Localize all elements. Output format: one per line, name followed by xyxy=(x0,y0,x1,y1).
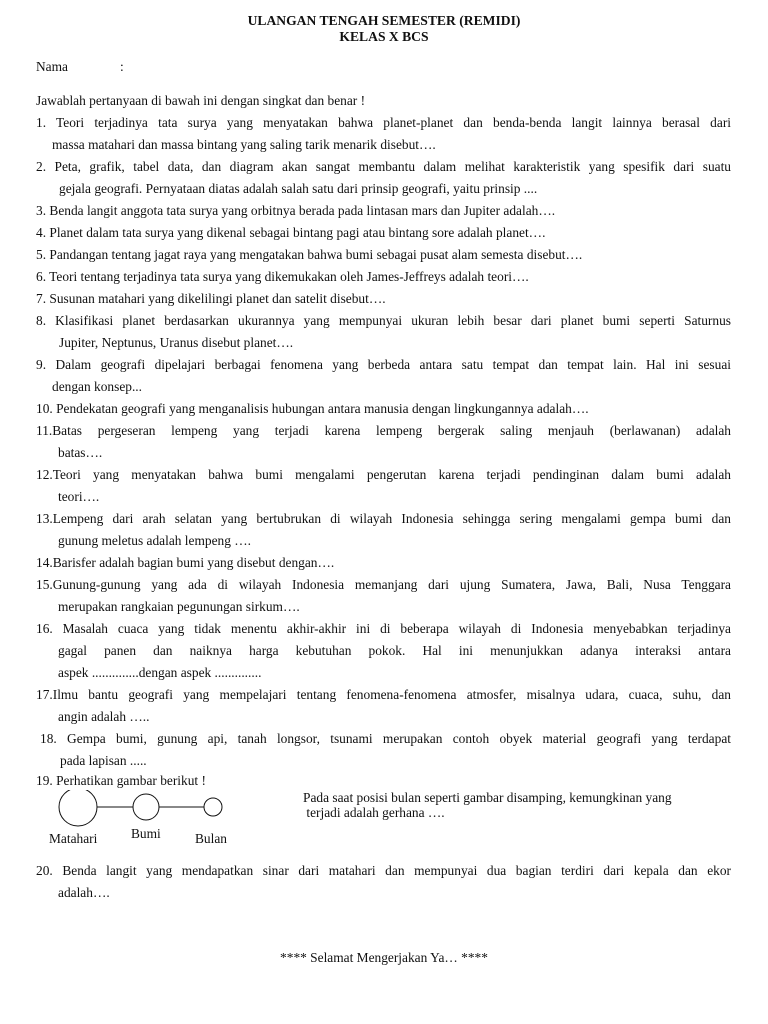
question-19-note-line-1: Pada saat posisi bulan seperti gambar disamping, kemungkinan yang xyxy=(303,790,672,805)
name-label: Nama xyxy=(36,59,68,74)
question-13-line-1: 13.Lempeng dari arah selatan yang bertubrukan di wilayah Indonesia sehingga sering mengalami gempa bumi dan xyxy=(36,511,731,526)
sun-circle xyxy=(59,790,97,826)
question-15-line-1: 15.Gunung-gunung yang ada di wilayah Indonesia memanjang dari ujung Sumatera, Jawa, Bali, Nusa Tenggara xyxy=(36,577,731,592)
question-1-line-1: 1. Teori terjadinya tata surya yang menyatakan bahwa planet-planet dan benda-benda langit lainnya berasal dari xyxy=(36,115,731,130)
question-6 xyxy=(36,266,731,288)
question-11-line-1: 11.Batas pergeseran lempeng yang terjadi karena lempeng bergerak saling menjauh (berlawanan) adalah xyxy=(36,423,731,438)
question-8-line-2: Jupiter, Neptunus, Uranus disebut planet…. xyxy=(59,335,294,350)
question-20 xyxy=(36,860,731,904)
question-15-line-2: merupakan rangkaian pegunungan sirkum…. xyxy=(58,599,300,614)
question-17-line-1: 17.Ilmu bantu geografi yang mempelajari tentang fenomena-fenomena atmosfer, misalnya udara, cuaca, suhu, dan xyxy=(36,687,731,702)
moon-circle xyxy=(204,798,222,816)
question-4-line-1: 4. Planet dalam tata surya yang dikenal sebagai bintang pagi atau bintang sore adalah planet…. xyxy=(36,225,546,240)
question-9-line-2: dengan konsep... xyxy=(52,379,142,394)
question-5 xyxy=(36,244,731,266)
exam-title: ULANGAN TENGAH SEMESTER (REMIDI) xyxy=(247,13,521,28)
question-19-line-1: 19. Perhatikan gambar berikut ! xyxy=(36,773,206,788)
question-8-line-1: 8. Klasifikasi planet berdasarkan ukurannya yang mempunyai ukuran lebih besar dari planet bumi seperti Saturnus xyxy=(36,313,731,328)
instruction: Jawablah pertanyaan di bawah ini dengan singkat dan benar ! xyxy=(36,93,366,108)
question-1 xyxy=(36,112,731,156)
question-4 xyxy=(36,222,731,244)
question-2-line-2: gejala geografi. Pernyataan diatas adalah salah satu dari prinsip geografi, yaitu prinsip .... xyxy=(59,181,538,196)
question-2-line-1: 2. Peta, grafik, tabel data, dan diagram akan sangat membantu dalam melihat karakteristik yang spesifik dari suatu xyxy=(36,159,731,174)
question-13 xyxy=(36,508,731,552)
question-16 xyxy=(36,618,731,684)
question-3-line-1: 3. Benda langit anggota tata surya yang orbitnya berada pada lintasan mars dan Jupiter adalah…. xyxy=(36,203,556,218)
moon-label: Bulan xyxy=(195,831,227,846)
question-15 xyxy=(36,574,731,618)
earth-label: Bumi xyxy=(131,826,161,841)
question-1-line-2: massa matahari dan massa bintang yang saling tarik menarik disebut…. xyxy=(52,137,436,152)
question-8 xyxy=(36,310,731,354)
question-13-line-2: gunung meletus adalah lempeng …. xyxy=(58,533,252,548)
question-19 xyxy=(36,770,731,792)
earth-circle xyxy=(133,794,159,820)
question-12-line-1: 12.Teori yang menyatakan bahwa bumi mengalami pengerutan karena terjadi pendinginan dalam bumi adalah xyxy=(36,467,731,482)
question-9-line-1: 9. Dalam geografi dipelajari berbagai fenomena yang berbeda antara satu tempat dan tempat lain. Hal ini sesuai xyxy=(36,357,731,372)
question-19-note-line-2: terjadi adalah gerhana …. xyxy=(303,805,445,820)
question-7-line-1: 7. Susunan matahari yang dikelilingi planet dan satelit disebut…. xyxy=(36,291,386,306)
question-17 xyxy=(36,684,731,728)
question-20-line-1: 20. Benda langit yang mendapatkan sinar dari matahari dan mempunyai dua bagian terdiri dari kepala dan ekor xyxy=(36,863,731,878)
question-9 xyxy=(36,354,731,398)
question-14-line-1: 14.Barisfer adalah bagian bumi yang disebut dengan…. xyxy=(36,555,335,570)
question-20-line-2: adalah…. xyxy=(58,885,110,900)
name-colon: : xyxy=(120,59,124,74)
question-16-line-3: aspek ..............dengan aspek .............. xyxy=(58,665,262,680)
question-3 xyxy=(36,200,731,222)
question-12 xyxy=(36,464,731,508)
question-18-line-2: pada lapisan ..... xyxy=(60,753,147,768)
question-6-line-1: 6. Teori tentang terjadinya tata surya yang dikemukakan oleh James-Jeffreys adalah teori…. xyxy=(36,269,529,284)
question-18-line-1: 18. Gempa bumi, gunung api, tanah longsor, tsunami merupakan contoh obyek material geografi yang terdapat xyxy=(40,731,731,746)
question-5-line-1: 5. Pandangan tentang jagat raya yang mengatakan bahwa bumi sebagai pusat alam semesta disebut…. xyxy=(36,247,583,262)
question-16-line-1: 16. Masalah cuaca yang tidak menentu akhir-akhir ini di beberapa wilayah di Indonesia menyebabkan terjadinya xyxy=(36,621,731,636)
question-10 xyxy=(36,398,731,420)
sun-label: Matahari xyxy=(49,831,98,846)
exam-class: KELAS X BCS xyxy=(339,29,429,44)
question-16-line-2: gagal panen dan naiknya harga kebutuhan pokok. Hal ini menunjukkan adanya interaksi antara xyxy=(58,643,731,658)
question-14 xyxy=(36,552,731,574)
closing-message: **** Selamat Mengerjakan Ya… **** xyxy=(280,950,488,965)
question-17-line-2: angin adalah ….. xyxy=(58,709,150,724)
question-7 xyxy=(36,288,731,310)
name-row xyxy=(36,59,124,75)
question-11 xyxy=(36,420,731,464)
question-10-line-1: 10. Pendekatan geografi yang menganalisis hubungan antara manusia dengan lingkungannya adalah…. xyxy=(36,401,589,416)
question-18 xyxy=(40,728,731,772)
question-11-line-2: batas…. xyxy=(58,445,103,460)
question-2 xyxy=(36,156,731,200)
question-19-note xyxy=(303,790,743,820)
question-12-line-2: teori…. xyxy=(58,489,100,504)
